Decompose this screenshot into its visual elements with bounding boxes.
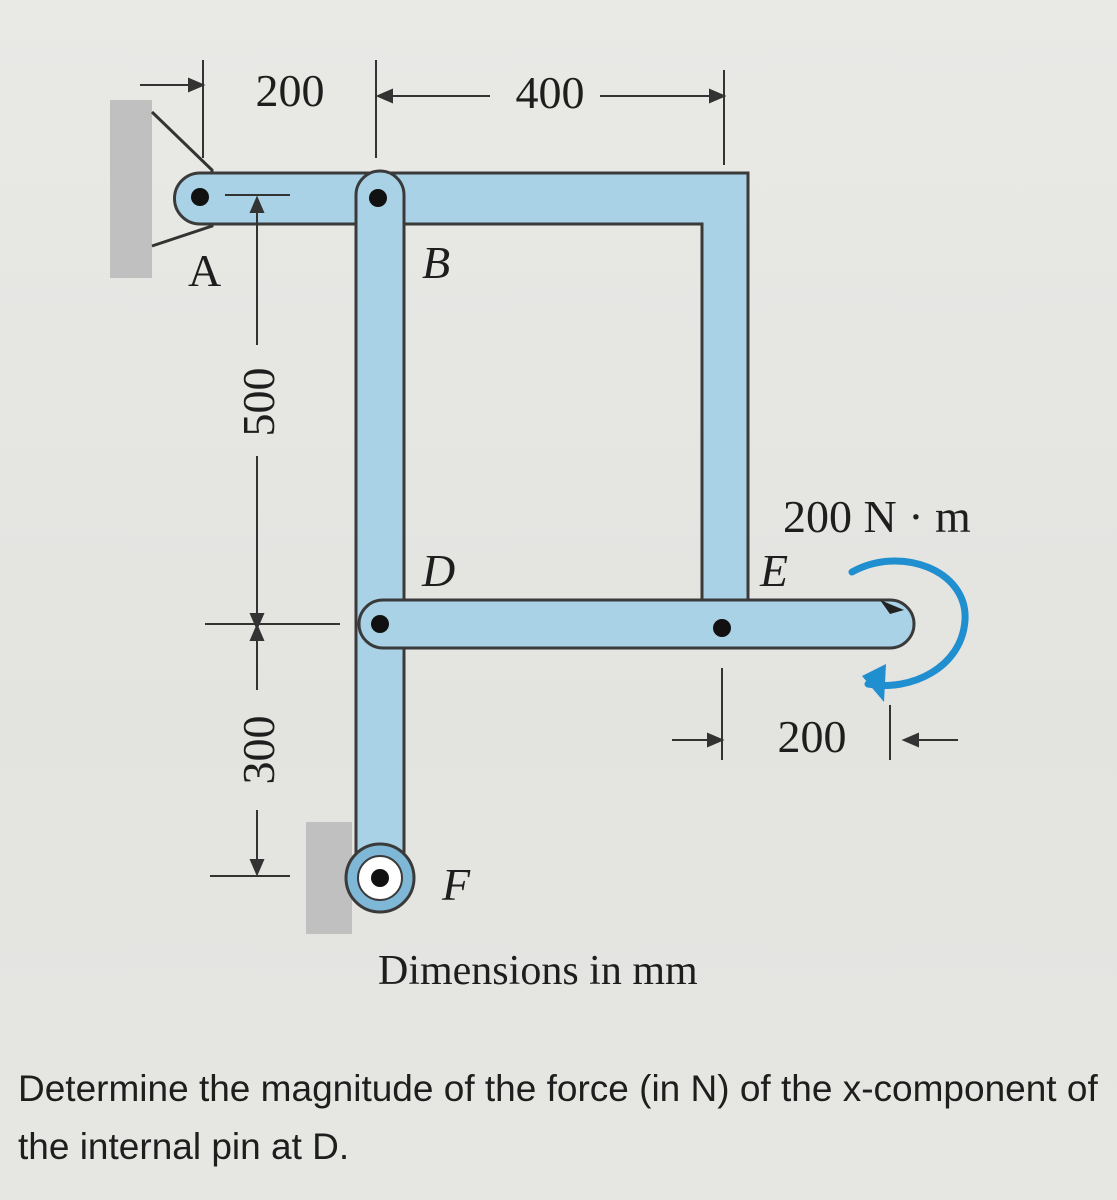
label-a: A (188, 245, 222, 296)
label-f: F (442, 859, 471, 910)
label-d: D (422, 545, 456, 596)
moment-label: 200 N · m (783, 491, 971, 542)
pin-f (371, 869, 389, 887)
member-bdf (356, 171, 404, 904)
wall-support-a (110, 100, 152, 278)
dim-200-bottom: 200 (777, 711, 847, 762)
pin-e (713, 619, 731, 637)
dim-200-top: 200 (255, 65, 325, 116)
label-b: B (422, 237, 451, 288)
pin-b (369, 189, 387, 207)
dim-500-left: 500 (233, 367, 284, 437)
question-text: Determine the magnitude of the force (in N) of the x-component of the internal pin at D. (18, 1068, 1098, 1167)
pin-a (191, 188, 209, 206)
dimension-top (140, 60, 724, 165)
member-de (359, 600, 914, 648)
label-e: E (760, 545, 789, 596)
dimensions-caption: Dimensions in mm (378, 948, 698, 994)
dim-400-top: 400 (515, 67, 585, 118)
pin-d (371, 615, 389, 633)
dim-300-left: 300 (233, 715, 284, 785)
